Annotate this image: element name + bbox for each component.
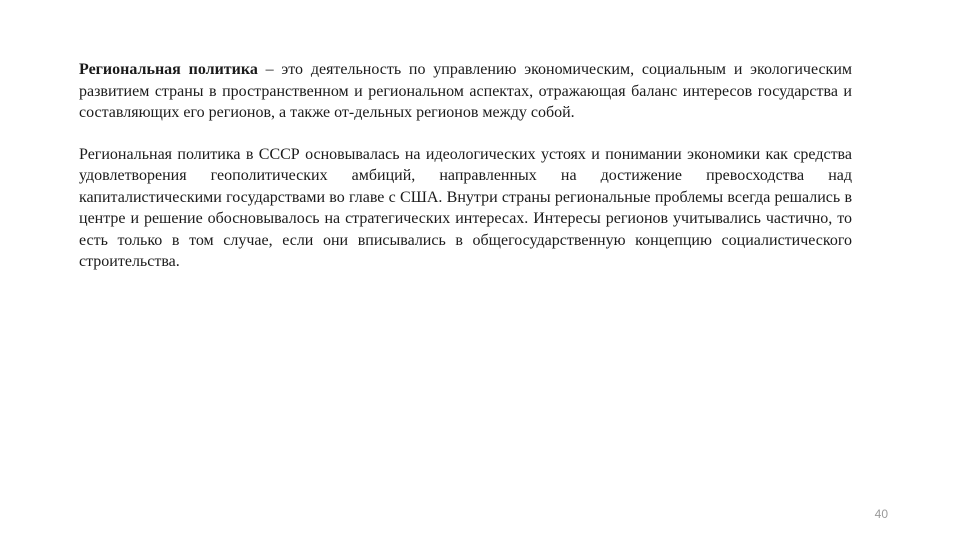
definition-paragraph <box>79 59 852 124</box>
slide-body <box>79 59 852 273</box>
definition-text: – это деятельность по управлению экономическим, социальным и экологическим развитием страны в пространственном и региональном аспектах, отражающая баланс интересов государства и составляющих его регионов, а также от-дельных регионов между собой. <box>79 61 852 121</box>
defined-term: Региональная политика <box>79 61 258 78</box>
ussr-policy-paragraph: Региональная политика в СССР основывалась на идеологических устоях и понимании экономики как средства удовлетворения геополитических амбиций, направленных на достижение превосходства над капиталистическими государствами во главе с США. Внутри страны региональные проблемы всегда решались в центре и решение обосновывалось на стратегических интересах. Интересы регионов учитывались частично, то есть только в том случае, если они вписывались в общегосударственную концепцию социалистического строительства. <box>79 145 852 270</box>
page-number: 40 <box>874 507 888 521</box>
